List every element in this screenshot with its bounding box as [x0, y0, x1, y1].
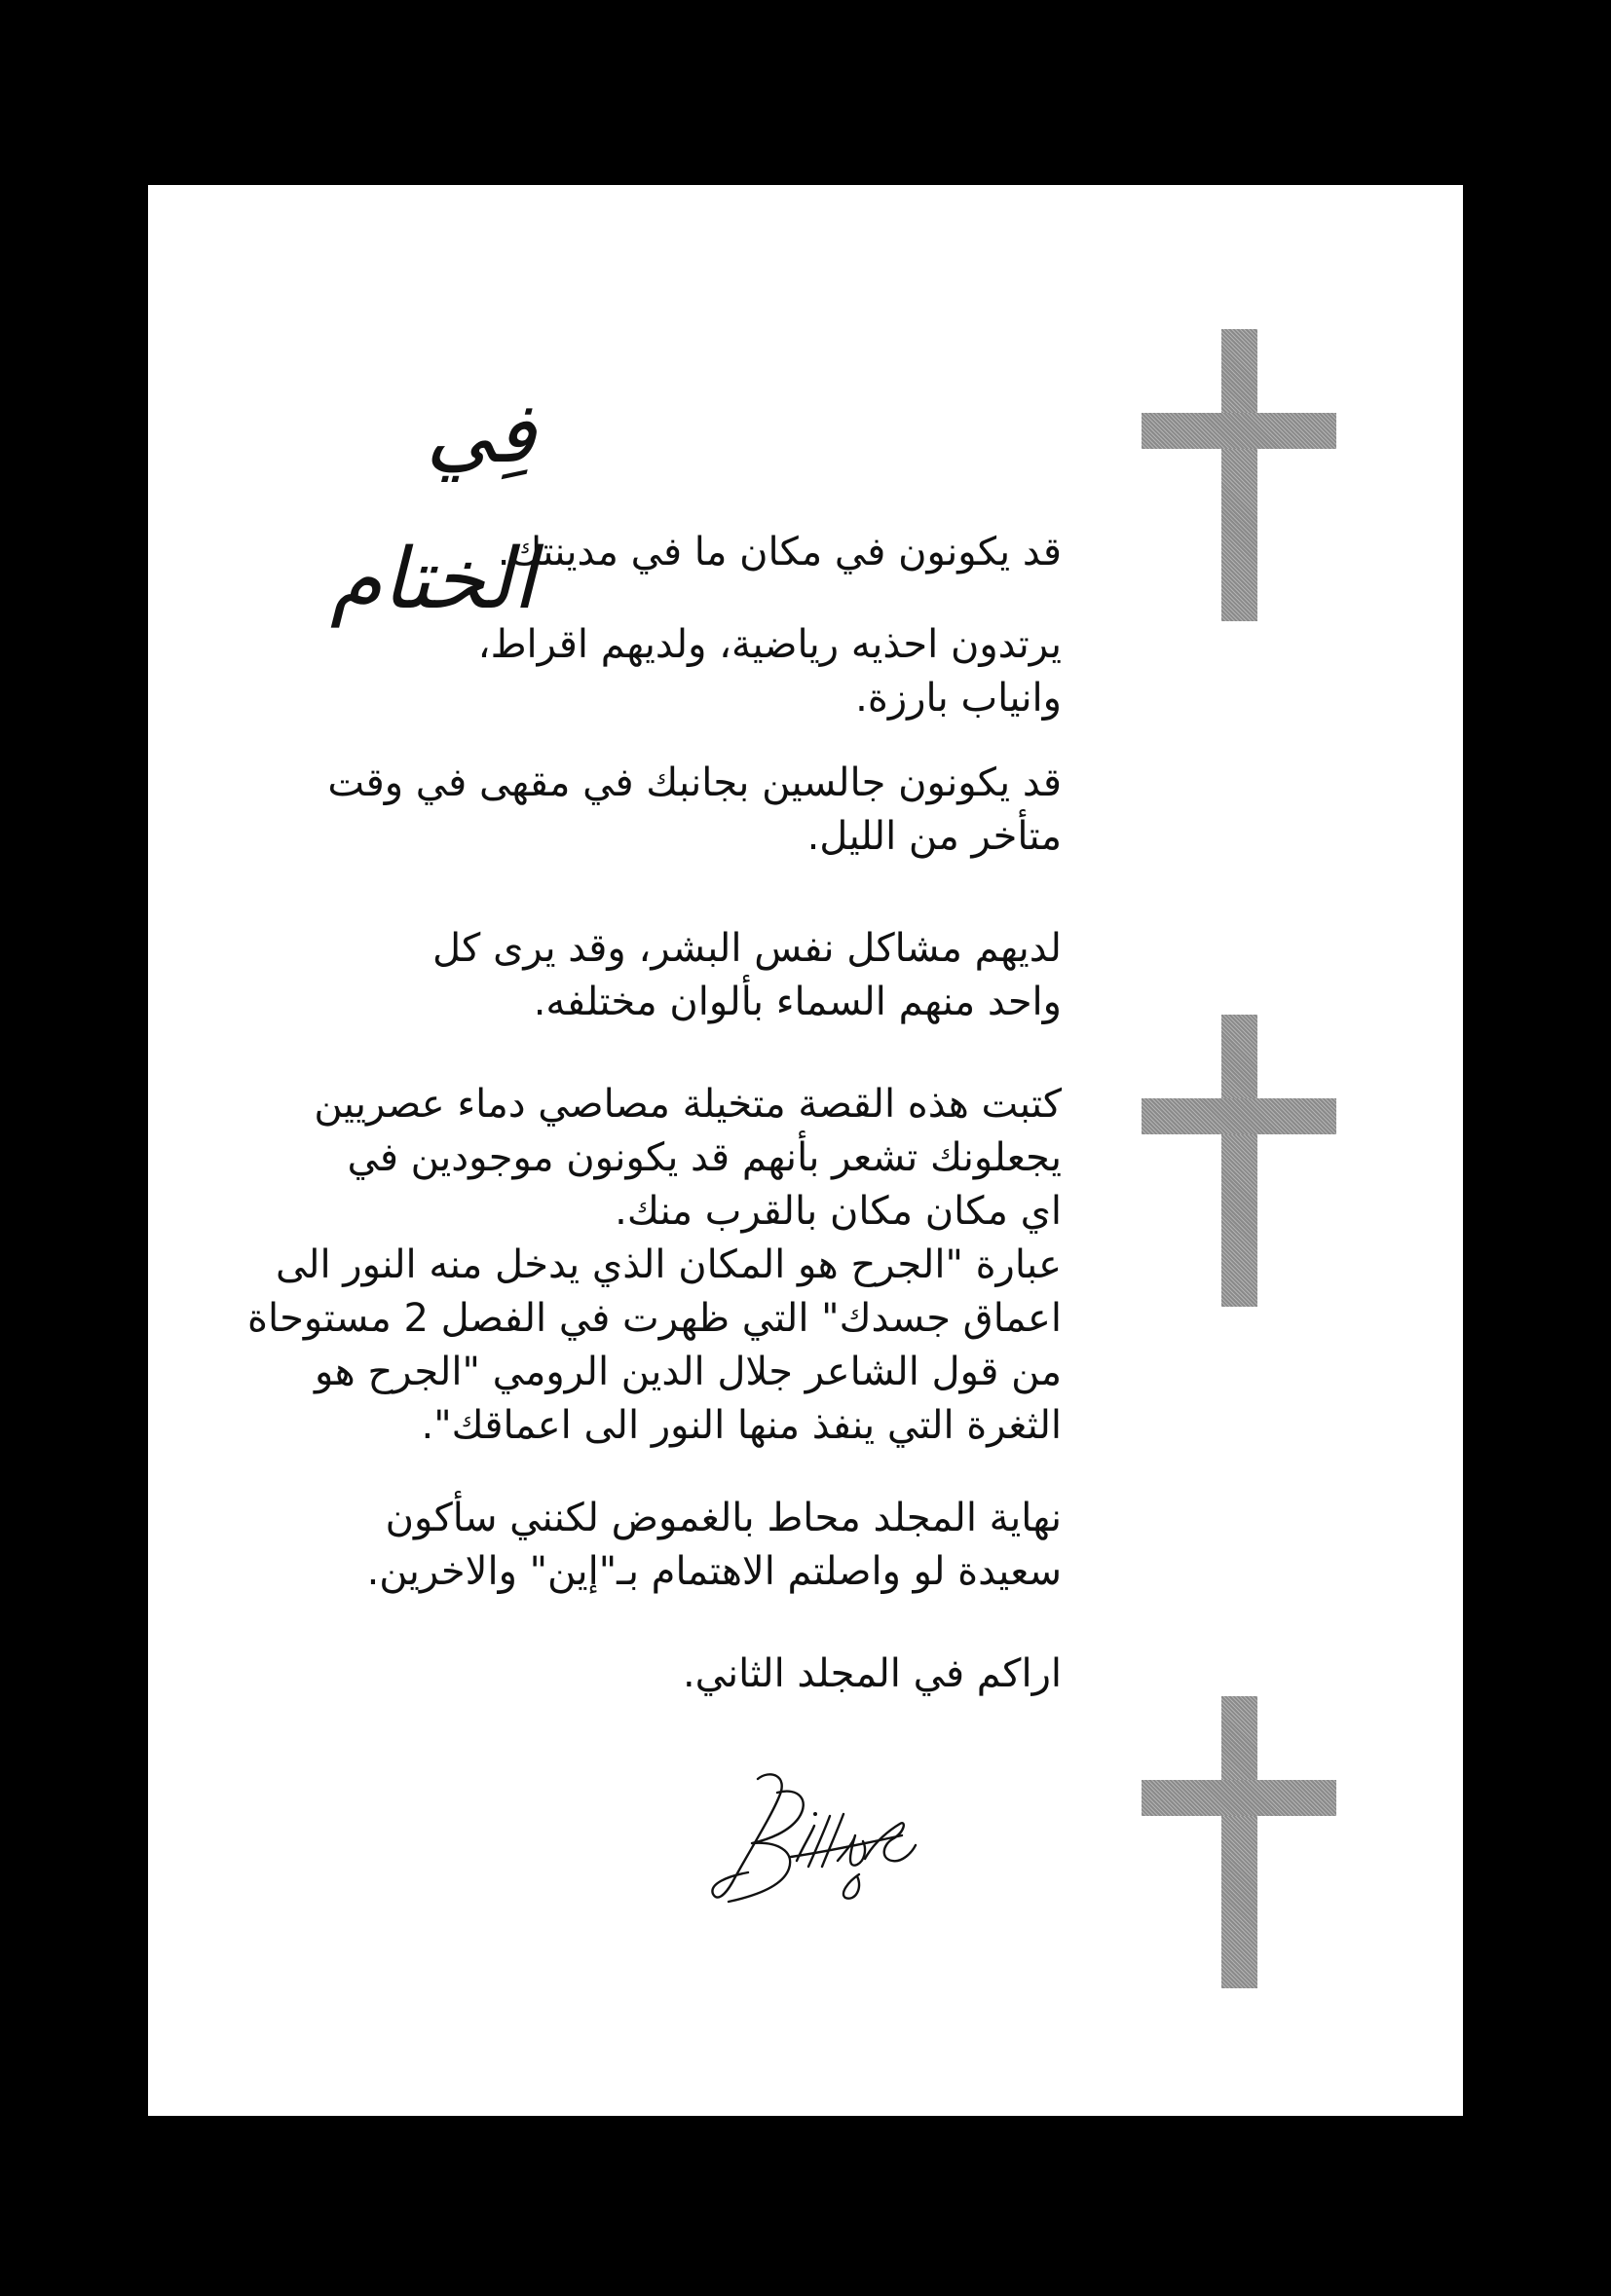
cross-vertical-bar — [1221, 1015, 1257, 1307]
paragraph-5: كتبت هذه القصة متخيلة مصاصي دماء عصريين يجعلونك تشعر بأنهم قد يكونون موجودين في اي مكان مكان بالقرب منك. — [314, 1082, 1062, 1234]
cross-icon — [1142, 329, 1336, 621]
cross-vertical-bar — [1221, 1696, 1257, 1988]
signature — [701, 1767, 925, 1913]
paragraph-6: عبارة "الجرح هو المكان الذي يدخل منه النور الى اعماق جسدك" التي ظهرت في الفصل 2 مستوحاة من قول الشاعر جلال الدين الرومي "الجرح هو الثغرة التي ينفذ منها النور الى اعماقك". — [247, 1242, 1062, 1448]
page-title: فِي الختام — [329, 385, 536, 628]
cross-icon — [1142, 1696, 1336, 1988]
cross-horizontal-bar — [1142, 1098, 1336, 1134]
afterword-text — [175, 526, 1062, 1732]
paragraph-4: لديهم مشاكل نفس البشر، وقد يرى كل واحد منهم السماء بألوان مختلفه. — [432, 926, 1062, 1024]
paragraph-1: قد يكونون في مكان ما في مدينتك. — [497, 530, 1062, 574]
paragraph-8: اراكم في المجلد الثاني. — [682, 1651, 1062, 1696]
cross-horizontal-bar — [1142, 413, 1336, 449]
cross-vertical-bar — [1221, 329, 1257, 621]
cross-horizontal-bar — [1142, 1780, 1336, 1816]
cross-icon — [1142, 1015, 1336, 1307]
paragraph-2: يرتدون احذيه رياضية، ولديهم اقراط، وانياب بارزة. — [477, 622, 1062, 721]
paragraph-3: قد يكونون جالسين بجانبك في مقهى في وقت متأخر من الليل. — [327, 760, 1062, 859]
paragraph-7: نهاية المجلد محاط بالغموض لكنني سأكون سعيدة لو واصلتم الاهتمام بـ"إين" والاخرين. — [366, 1496, 1062, 1594]
